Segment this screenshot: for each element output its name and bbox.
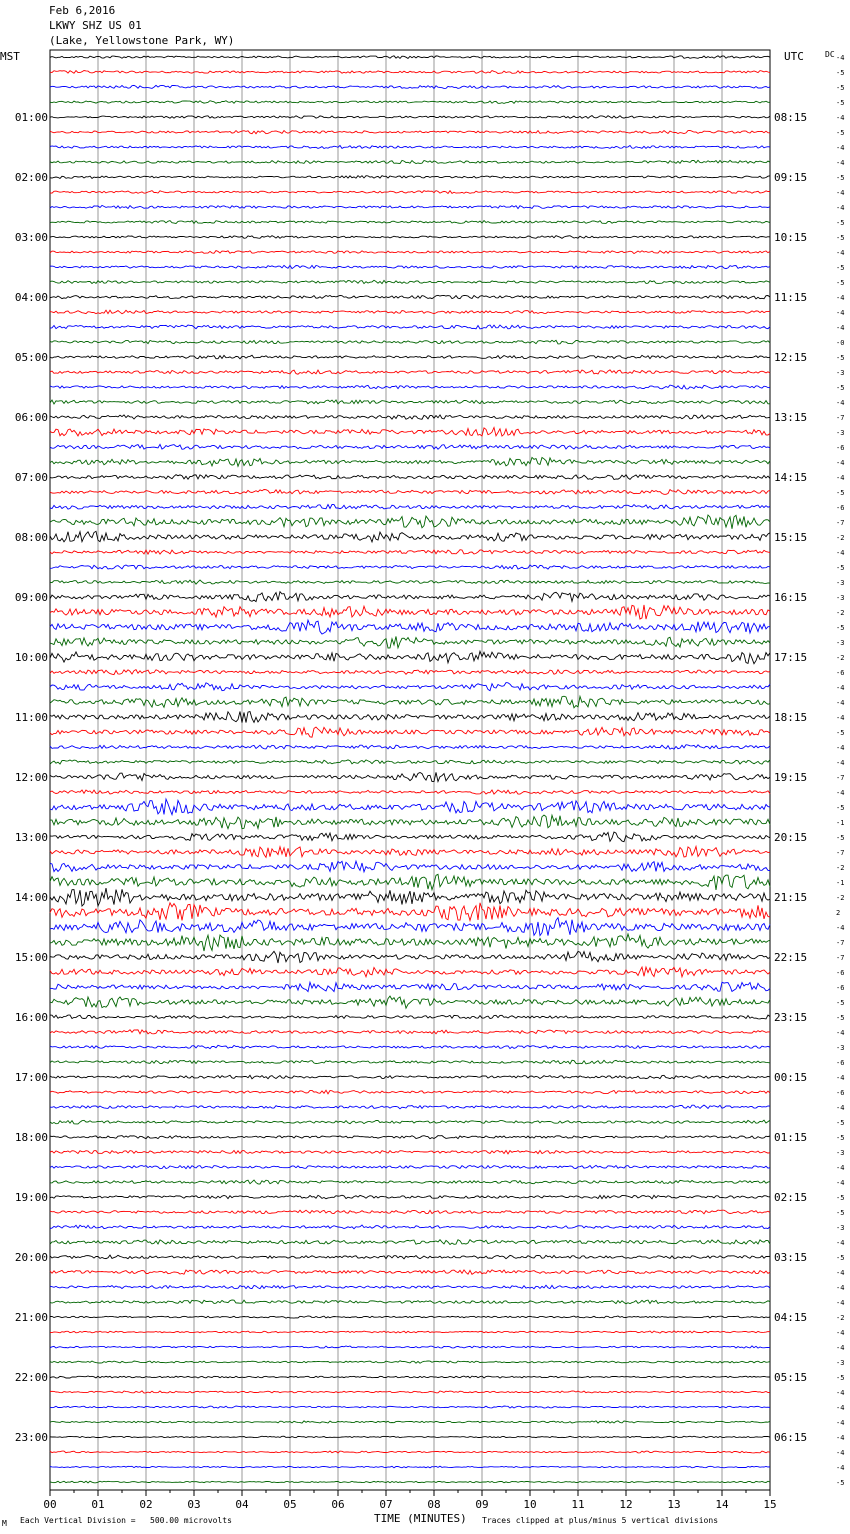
right-hour-label: 09:15 [774,171,808,184]
left-hour-label: 20:00 [14,1251,48,1264]
left-hour-label: 23:00 [14,1431,48,1444]
trace-row-84 [50,1316,770,1318]
right-hour-label: 13:15 [774,411,808,424]
dc-offset-label: -2 [836,1314,845,1322]
dc-offset-label: -5 [836,804,845,812]
dc-offset-label: -3 [836,1044,845,1052]
dc-offset-label: -4 [836,324,845,332]
trace-row-72 [50,1136,770,1139]
left-hour-label: 16:00 [14,1011,48,1024]
trace-row-33 [50,550,770,554]
trace-row-82 [50,1285,770,1289]
dc-offset-label: -4 [836,1029,845,1037]
left-hour-label: 02:00 [14,171,48,184]
left-axis-label: MST [0,50,20,63]
trace-row-79 [50,1240,770,1245]
trace-row-58 [50,918,770,936]
trace-row-2 [50,85,770,88]
trace-row-47 [50,760,770,765]
dc-offset-label: -3 [836,369,845,377]
dc-offset-label: -6 [836,444,845,452]
trace-row-68 [50,1075,770,1079]
dc-offset-label: -4 [836,189,845,197]
left-hour-label: 09:00 [14,591,48,604]
left-hour-label: 05:00 [14,351,48,364]
dc-offset-label: -5 [836,279,845,287]
trace-row-14 [50,265,770,268]
x-tick-label: 00 [43,1498,57,1511]
trace-row-93 [50,1451,770,1453]
trace-row-22 [50,385,770,389]
dc-offset-label: -3 [836,1224,845,1232]
trace-row-11 [50,221,770,224]
dc-offset-label: -4 [836,684,845,692]
dc-offset-label: -0 [836,339,845,347]
dc-offset-label: -5 [836,1374,845,1382]
trace-row-45 [50,727,770,737]
dc-offset-label: -4 [836,549,845,557]
dc-offset-label: -5 [836,174,845,182]
right-hour-label: 21:15 [774,891,808,904]
dc-offset-label: -4 [836,114,845,122]
trace-row-70 [50,1105,770,1109]
trace-row-39 [50,636,770,648]
dc-offset-label: -2 [836,894,845,902]
x-tick-label: 06 [331,1498,345,1511]
dc-offset-label: -7 [836,939,845,947]
trace-row-92 [50,1436,770,1438]
trace-row-94 [50,1466,770,1468]
dc-offset-label: -5 [836,834,845,842]
dc-offset-label: -3 [836,429,845,437]
left-hour-label: 19:00 [14,1191,48,1204]
trace-row-61 [50,967,770,977]
dc-offset-label: -5 [836,219,845,227]
dc-offset-label: -5 [836,1194,845,1202]
right-hour-label: 22:15 [774,951,808,964]
dc-offset-label: -4 [836,924,845,932]
trace-row-43 [50,696,770,708]
trace-row-51 [50,815,770,829]
trace-row-46 [50,745,770,750]
dc-offset-label: -6 [836,1059,845,1067]
dc-offset-label: -3 [836,594,845,602]
trace-row-0 [50,56,770,59]
dc-offset-label: -6 [836,1089,845,1097]
dc-offset-label: -4 [836,459,845,467]
trace-row-56 [50,888,770,906]
trace-row-30 [50,505,770,510]
dc-offset-label: -4 [836,1404,845,1412]
dc-offset-label: -5 [836,564,845,572]
dc-offset-label: -7 [836,849,845,857]
left-hour-label: 22:00 [14,1371,48,1384]
trace-row-13 [50,251,770,254]
dc-offset-label: -2 [836,534,845,542]
dc-offset-label: -4 [836,1269,845,1277]
dc-offset-label: -5 [836,999,845,1007]
right-hour-label: 00:15 [774,1071,808,1084]
dc-offset-label: -4 [836,159,845,167]
x-tick-label: 05 [283,1498,297,1511]
trace-row-34 [50,565,770,569]
dc-offset-label: -5 [836,1119,845,1127]
dc-offset-label: -4 [836,744,845,752]
right-hour-label: 05:15 [774,1371,808,1384]
dc-offset-label: -5 [836,624,845,632]
dc-offset-label: -4 [836,1104,845,1112]
x-tick-label: 03 [187,1498,201,1511]
x-tick-label: 08 [427,1498,441,1511]
dc-offset-label: -6 [836,504,845,512]
trace-row-80 [50,1255,770,1259]
chart-date: Feb 6,2016 [49,4,116,17]
dc-offset-label: -2 [836,654,845,662]
right-hour-label: 20:15 [774,831,808,844]
dc-offset-label: -4 [836,1449,845,1457]
dc-offset-label: -5 [836,234,845,242]
dc-offset-label: -5 [836,69,845,77]
right-hour-label: 01:15 [774,1131,808,1144]
trace-row-81 [50,1270,770,1275]
trace-row-87 [50,1361,770,1363]
right-hour-label: 10:15 [774,231,808,244]
dc-offset-label: -4 [836,1179,845,1187]
trace-row-49 [50,790,770,794]
trace-row-41 [50,670,770,675]
trace-row-88 [50,1376,770,1378]
trace-row-76 [50,1195,770,1199]
trace-row-65 [50,1030,770,1034]
trace-row-69 [50,1090,770,1094]
trace-row-26 [50,444,770,449]
left-hour-label: 18:00 [14,1131,48,1144]
trace-row-7 [50,160,770,163]
dc-offset-label: -4 [836,759,845,767]
trace-row-15 [50,280,770,283]
dc-offset-label: -4 [836,699,845,707]
trace-row-74 [50,1165,770,1168]
right-hour-label: 03:15 [774,1251,808,1264]
dc-offset-label: -5 [836,264,845,272]
chart-location: (Lake, Yellowstone Park, WY) [49,34,235,47]
dc-offset-label: -1 [836,819,845,827]
trace-row-31 [50,515,770,529]
right-hour-label: 11:15 [774,291,808,304]
right-hour-label: 16:15 [774,591,808,604]
dc-offset-label: -4 [836,144,845,152]
trace-row-21 [50,370,770,374]
left-hour-label: 04:00 [14,291,48,304]
x-tick-label: 01 [91,1498,105,1511]
trace-layer [50,56,770,1483]
trace-row-25 [50,428,770,437]
right-hour-label: 19:15 [774,771,808,784]
trace-row-89 [50,1391,770,1393]
trace-row-16 [50,295,770,299]
x-tick-label: 15 [763,1498,777,1511]
trace-row-38 [50,620,770,634]
trace-row-53 [50,847,770,858]
x-tick-label: 14 [715,1498,729,1511]
trace-row-12 [50,236,770,239]
trace-row-75 [50,1180,770,1184]
dc-offset-label: -4 [836,1389,845,1397]
dc-offset-label: -4 [836,1074,845,1082]
trace-row-73 [50,1151,770,1154]
dc-offset-label: -5 [836,129,845,137]
right-hour-label: 08:15 [774,111,808,124]
dc-offset-label: -4 [836,1284,845,1292]
dc-offset-label: -5 [836,1209,845,1217]
x-tick-label: 07 [379,1498,393,1511]
dc-offset-label: -5 [836,354,845,362]
right-hour-label: 06:15 [774,1431,808,1444]
trace-row-90 [50,1406,770,1408]
trace-row-91 [50,1421,770,1423]
dc-offset-label: -2 [836,864,845,872]
trace-row-40 [50,651,770,663]
trace-row-24 [50,415,770,419]
trace-row-54 [50,861,770,872]
trace-row-64 [50,1015,770,1019]
scale-note: Each Vertical Division = 500.00 microvolts [20,1516,232,1525]
dc-offset-label: -4 [836,294,845,302]
dc-offset-label: -5 [836,1014,845,1022]
trace-row-42 [50,683,770,691]
dc-offset-label: -4 [836,1464,845,1472]
dc-offset-label: -4 [836,474,845,482]
dc-offset-label: -5 [836,84,845,92]
trace-row-78 [50,1225,770,1229]
dc-offset-label: -5 [836,1254,845,1262]
trace-row-59 [50,934,770,951]
trace-row-67 [50,1060,770,1064]
trace-row-9 [50,191,770,194]
right-hour-label: 17:15 [774,651,808,664]
dc-offset-label: -4 [836,789,845,797]
dc-offset-label: -6 [836,969,845,977]
trace-row-1 [50,71,770,74]
dc-offset-label: -7 [836,774,845,782]
left-hour-label: 01:00 [14,111,48,124]
left-hour-label: 06:00 [14,411,48,424]
trace-row-52 [50,832,770,842]
trace-row-85 [50,1331,770,1333]
dc-offset-label: 2 [836,909,841,917]
trace-row-18 [50,325,770,329]
dc-offset-label: -4 [836,399,845,407]
trace-row-77 [50,1210,770,1214]
dc-offset-label: -4 [836,1344,845,1352]
trace-row-3 [50,101,770,104]
dc-offset-label: -3 [836,579,845,587]
corner-mark: M [2,1519,7,1528]
x-tick-label: 04 [235,1498,249,1511]
dc-offset-label: -6 [836,669,845,677]
right-axis-label: UTC [784,50,804,63]
dc-offset-label: -3 [836,1359,845,1367]
trace-row-48 [50,772,770,781]
trace-row-19 [50,340,770,344]
dc-offset-label: -4 [836,309,845,317]
trace-row-37 [50,605,770,619]
trace-row-20 [50,355,770,359]
label-layer [15,54,845,1511]
trace-row-50 [50,799,770,815]
dc-offset-label: -3 [836,639,845,647]
trace-row-86 [50,1346,770,1348]
x-tick-label: 09 [475,1498,489,1511]
left-hour-label: 15:00 [14,951,48,964]
dc-offset-label: -5 [836,489,845,497]
trace-row-4 [50,116,770,119]
left-hour-label: 10:00 [14,651,48,664]
right-hour-label: 14:15 [774,471,808,484]
dc-offset-label: -4 [836,1239,845,1247]
x-tick-label: 11 [571,1498,585,1511]
dc-label: DC [825,50,835,59]
left-hour-label: 11:00 [14,711,48,724]
trace-row-32 [50,531,770,542]
trace-row-83 [50,1300,770,1304]
trace-row-60 [50,951,770,963]
right-hour-label: 02:15 [774,1191,808,1204]
dc-offset-label: -4 [836,1329,845,1337]
dc-offset-label: -4 [836,54,845,62]
left-hour-label: 21:00 [14,1311,48,1324]
trace-row-44 [50,712,770,723]
dc-offset-label: -1 [836,879,845,887]
right-hour-label: 12:15 [774,351,808,364]
trace-row-55 [50,874,770,890]
trace-row-5 [50,131,770,134]
x-tick-label: 12 [619,1498,633,1511]
dc-offset-label: -7 [836,519,845,527]
chart-station: LKWY SHZ US 01 [49,19,142,32]
trace-row-6 [50,146,770,149]
trace-row-95 [50,1481,770,1483]
dc-offset-label: -4 [836,1419,845,1427]
trace-row-28 [50,475,770,480]
dc-offset-label: -6 [836,984,845,992]
right-hour-label: 15:15 [774,531,808,544]
dc-offset-label: -5 [836,384,845,392]
dc-offset-label: -5 [836,1134,845,1142]
x-tick-label: 13 [667,1498,681,1511]
trace-row-17 [50,310,770,314]
trace-row-57 [50,903,770,921]
left-hour-label: 12:00 [14,771,48,784]
left-hour-label: 08:00 [14,531,48,544]
x-axis-title: TIME (MINUTES) [374,1512,467,1525]
trace-row-10 [50,205,770,208]
dc-offset-label: -4 [836,1164,845,1172]
trace-row-27 [50,457,770,466]
clip-note: Traces clipped at plus/minus 5 vertical divisions [482,1516,719,1525]
trace-row-23 [50,400,770,404]
trace-row-35 [50,580,770,584]
left-hour-label: 14:00 [14,891,48,904]
right-hour-label: 18:15 [774,711,808,724]
dc-offset-label: -2 [836,609,845,617]
trace-row-63 [50,996,770,1008]
dc-offset-label: -4 [836,1434,845,1442]
trace-row-29 [50,490,770,495]
dc-offset-label: -7 [836,414,845,422]
x-tick-label: 02 [139,1498,153,1511]
dc-offset-label: -4 [836,1299,845,1307]
trace-row-8 [50,176,770,179]
dc-offset-label: -3 [836,1149,845,1157]
trace-row-66 [50,1045,770,1048]
left-hour-label: 03:00 [14,231,48,244]
dc-offset-label: -5 [836,729,845,737]
trace-row-36 [50,592,770,602]
dc-offset-label: -5 [836,1479,845,1487]
left-hour-label: 17:00 [14,1071,48,1084]
x-tick-label: 10 [523,1498,537,1511]
dc-offset-label: -4 [836,204,845,212]
dc-offset-label: -4 [836,249,845,257]
right-hour-label: 23:15 [774,1011,808,1024]
trace-row-62 [50,982,770,991]
left-hour-label: 07:00 [14,471,48,484]
right-hour-label: 04:15 [774,1311,808,1324]
dc-offset-label: -7 [836,954,845,962]
dc-offset-label: -5 [836,99,845,107]
trace-row-71 [50,1120,770,1124]
left-hour-label: 13:00 [14,831,48,844]
dc-offset-label: -4 [836,714,845,722]
